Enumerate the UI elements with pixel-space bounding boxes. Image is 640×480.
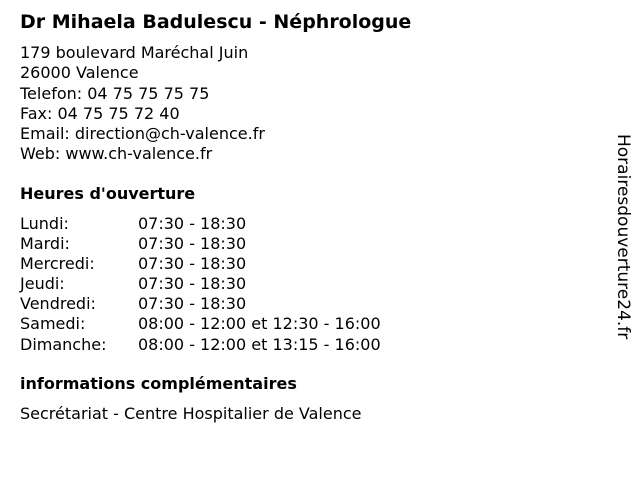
contact-block (20, 43, 265, 165)
hours-row (20, 294, 381, 314)
info-text: Secrétariat - Centre Hospitalier de Valence (20, 404, 362, 423)
page-title: Dr Mihaela Badulescu - Néphrologue (20, 11, 412, 33)
day-label: Lundi: (20, 214, 69, 233)
hours-row (20, 214, 381, 234)
day-label: Dimanche: (20, 334, 107, 354)
time-range: 07:30 - 18:30 (138, 274, 247, 294)
time-range: 07:30 - 18:30 (138, 254, 247, 274)
hours-row (20, 274, 381, 294)
address-city: 26000 Valence (20, 63, 139, 83)
time-range: 07:30 - 18:30 (138, 214, 247, 233)
day-label: Mercredi: (20, 254, 95, 274)
day-label: Mardi: (20, 234, 70, 254)
hours-table (20, 214, 381, 355)
time-range: 08:00 - 12:00 et 13:15 - 16:00 (138, 334, 381, 354)
fax-number: Fax: 04 75 75 72 40 (20, 103, 180, 123)
website-address: Web: www.ch-valence.fr (20, 144, 213, 164)
time-range: 08:00 - 12:00 et 12:30 - 16:00 (138, 314, 381, 334)
address-street: 179 boulevard Maréchal Juin (20, 43, 249, 62)
hours-row (20, 254, 381, 274)
site-watermark: Horairesdouverture24.fr (613, 134, 633, 340)
email-address: Email: direction@ch-valence.fr (20, 124, 265, 144)
time-range: 07:30 - 18:30 (138, 294, 247, 314)
hours-heading: Heures d'ouverture (20, 184, 196, 203)
telephone-number: Telefon: 04 75 75 75 75 (20, 83, 210, 103)
hours-row (20, 335, 381, 355)
day-label: Vendredi: (20, 294, 96, 314)
hours-row (20, 314, 381, 334)
info-heading: informations complémentaires (20, 374, 297, 393)
day-label: Jeudi: (20, 274, 65, 294)
hours-row (20, 234, 381, 254)
time-range: 07:30 - 18:30 (138, 234, 247, 254)
day-label: Samedi: (20, 314, 86, 334)
